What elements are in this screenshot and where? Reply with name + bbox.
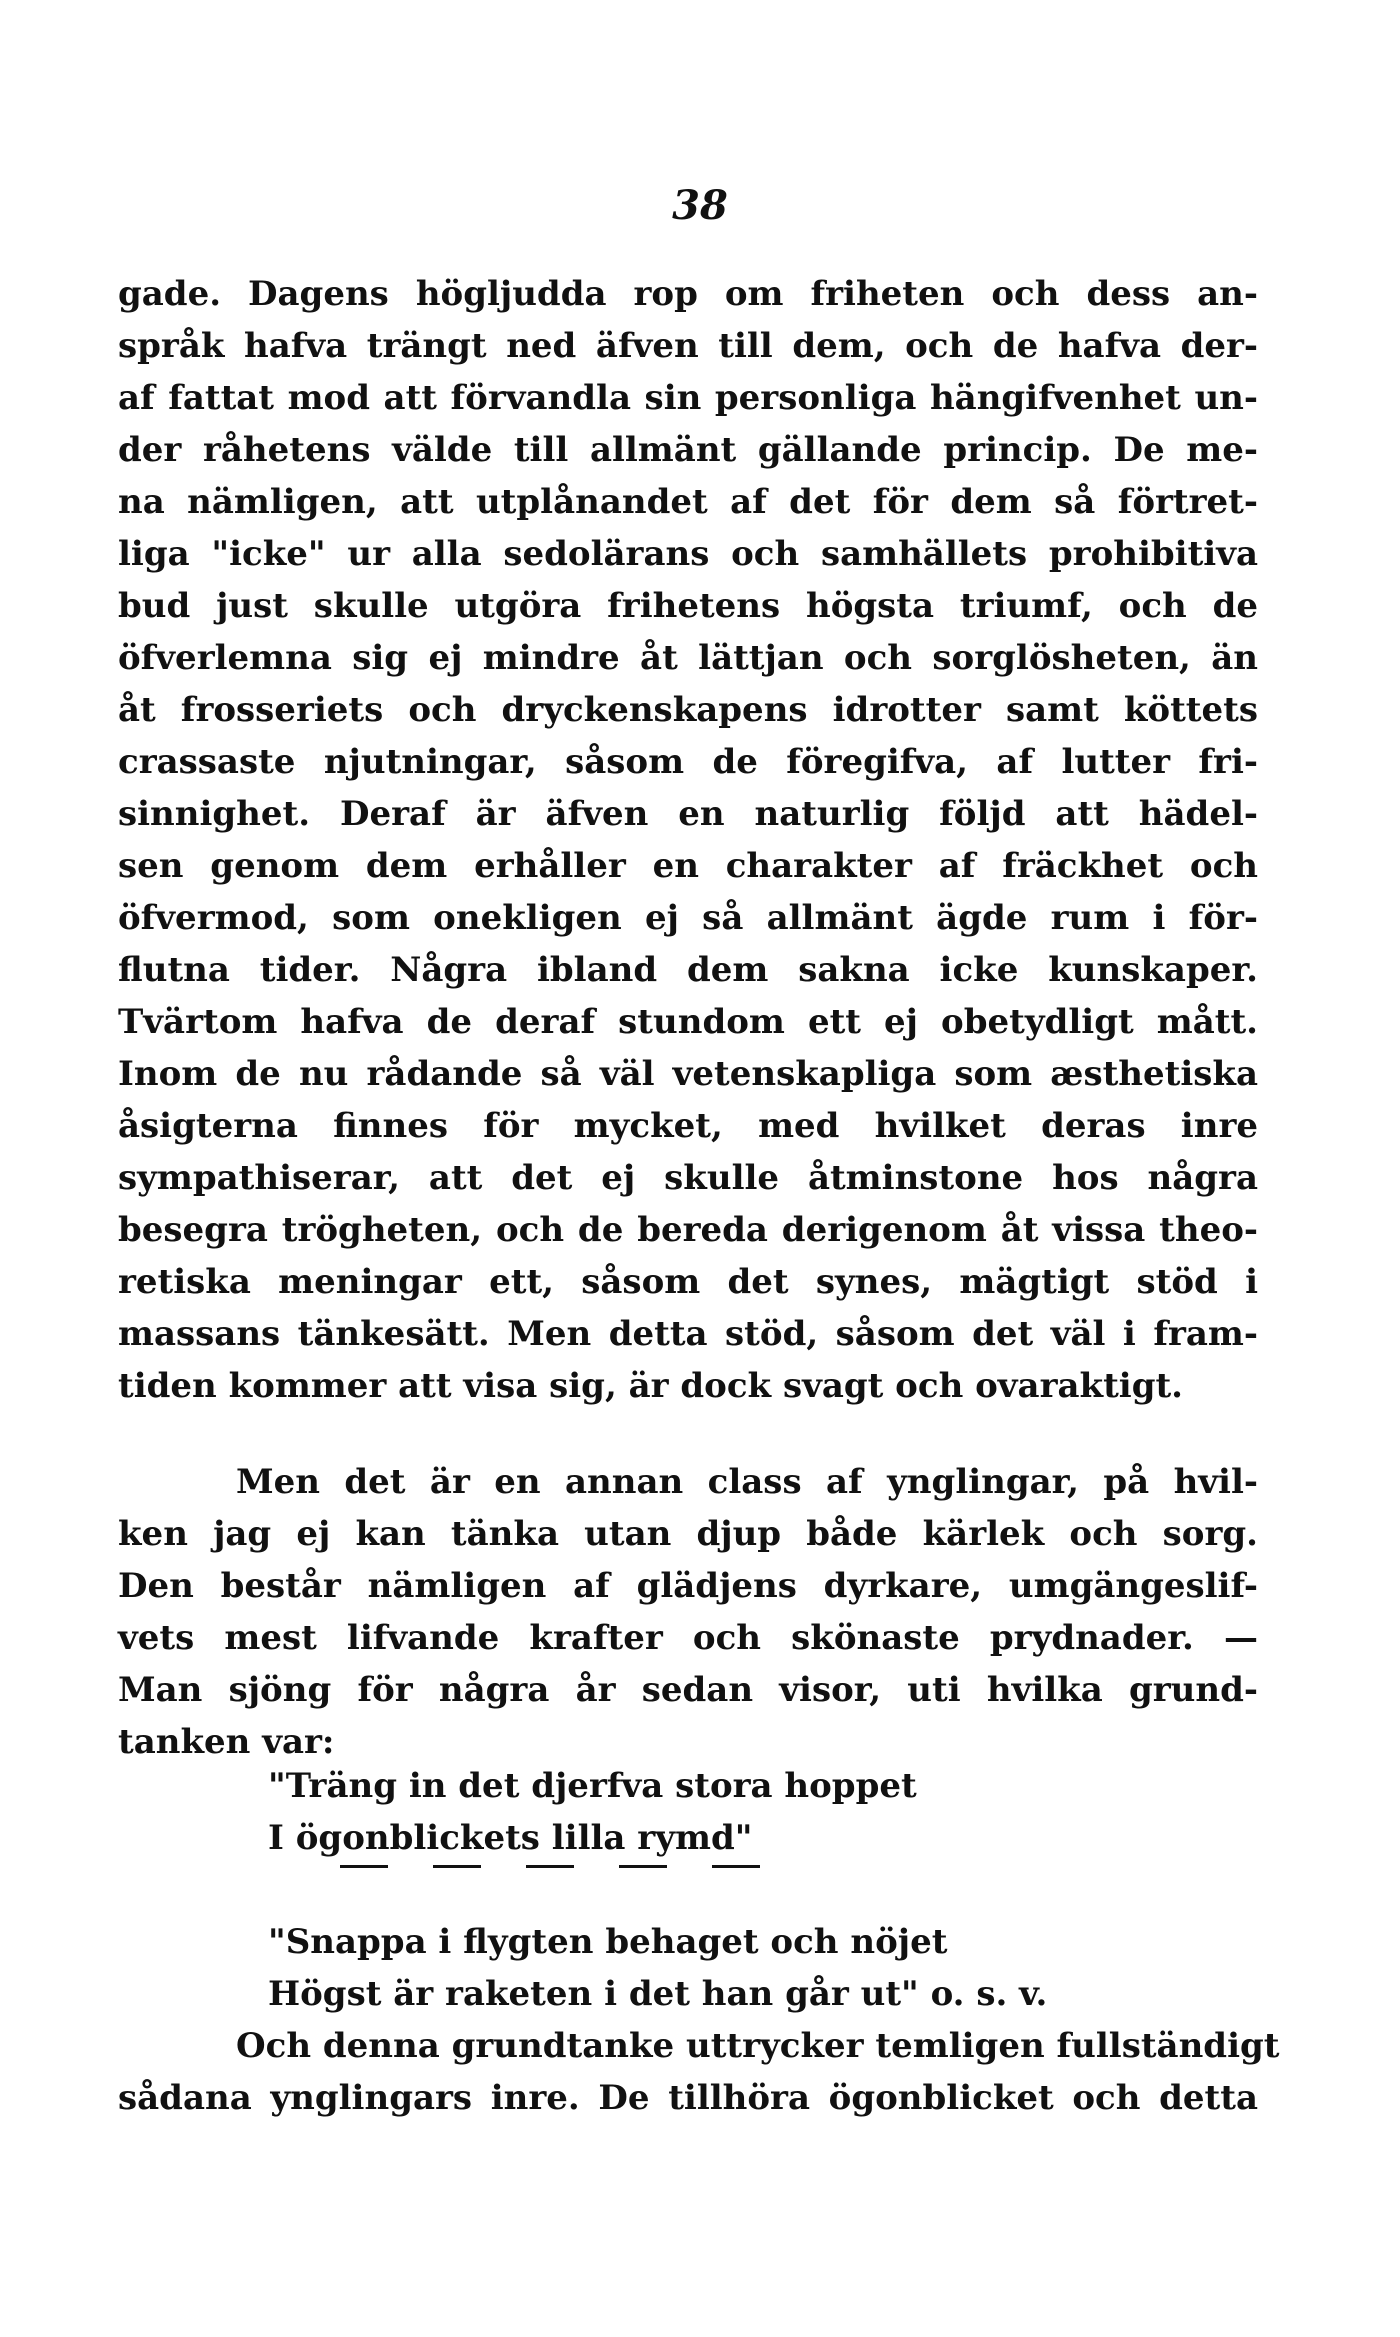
text-line: bud just skulle utgöra frihetens högsta triumf, och de — [118, 586, 1258, 626]
separator-dash — [526, 1865, 574, 1868]
text-line: tanken var: — [118, 1722, 335, 1762]
text-line: sympathiserar, att det ej skulle åtminstone hos några — [118, 1158, 1258, 1198]
text-line: åt frosseriets och dryckenskapens idrotter samt köttets — [118, 690, 1258, 730]
verse-line: Högst är raketen i det han går ut" o. s. v. — [268, 1974, 1048, 2014]
text-line: Men det är en annan class af ynglingar, på hvil- — [236, 1462, 1258, 1502]
paragraph-2 — [118, 1456, 1258, 1768]
text-line: ken jag ej kan tänka utan djup både kärlek och sorg. — [118, 1514, 1258, 1554]
text-line: retiska meningar ett, såsom det synes, mägtigt stöd i — [118, 1262, 1258, 1302]
verse-line: I ögonblickets lilla rymd" — [268, 1818, 753, 1858]
separator-dash — [712, 1865, 760, 1868]
text-line: öfvermod, som onekligen ej så allmänt ägde rum i för- — [118, 898, 1258, 938]
text-line: öfverlemna sig ej mindre åt lättjan och sorglösheten, än — [118, 638, 1258, 678]
text-line: flutna tider. Några ibland dem sakna icke kunskaper. — [118, 950, 1258, 990]
text-line: åsigterna finnes för mycket, med hvilket deras inre — [118, 1106, 1258, 1146]
text-line: na nämligen, att utplånandet af det för dem så förtret- — [118, 482, 1258, 522]
text-line: crassaste njutningar, såsom de föregifva, af lutter fri- — [118, 742, 1258, 782]
text-line: liga "icke" ur alla sedolärans och samhällets prohibitiva — [118, 534, 1258, 574]
separator-dash — [619, 1865, 667, 1868]
verse-line: "Snappa i flygten behaget och nöjet — [268, 1922, 948, 1962]
text-line: Inom de nu rådande så väl vetenskapliga som æsthetiska — [118, 1054, 1258, 1094]
separator-dash — [433, 1865, 481, 1868]
text-line: massans tänkesätt. Men detta stöd, såsom det väl i fram- — [118, 1314, 1258, 1354]
text-line: Tvärtom hafva de deraf stundom ett ej obetydligt mått. — [118, 1002, 1258, 1042]
text-line: gade. Dagens högljudda rop om friheten och dess an- — [118, 274, 1258, 314]
verse-2 — [268, 1916, 1047, 2020]
text-line: Den består nämligen af glädjens dyrkare, umgängeslif- — [118, 1566, 1258, 1606]
text-line: Och denna grundtanke uttrycker temligen fullständigt — [236, 2026, 1280, 2066]
text-line: tiden kommer att visa sig, är dock svagt och ovaraktigt. — [118, 1366, 1184, 1406]
text-line: sådana ynglingars inre. De tillhöra ögonblicket och detta — [118, 2078, 1258, 2118]
paragraph-1 — [118, 268, 1258, 1412]
text-line: af fattat mod att förvandla sin personliga hängifvenhet un- — [118, 378, 1258, 418]
verse-separator — [340, 1865, 760, 1868]
text-line: sen genom dem erhåller en charakter af fräckhet och — [118, 846, 1258, 886]
paragraph-3 — [118, 2020, 1280, 2124]
verse-1 — [268, 1760, 917, 1864]
text-line: vets mest lifvande krafter och skönaste prydnader. — — [118, 1618, 1258, 1658]
verse-line: "Träng in det djerfva stora hoppet — [268, 1766, 917, 1806]
text-line: språk hafva trängt ned äfven till dem, och de hafva der- — [118, 326, 1258, 366]
page-number: 38 — [672, 182, 728, 229]
text-line: besegra trögheten, och de bereda derigenom åt vissa theo- — [118, 1210, 1258, 1250]
separator-dash — [340, 1865, 388, 1868]
text-line: Man sjöng för några år sedan visor, uti hvilka grund- — [118, 1670, 1258, 1710]
text-line: der råhetens välde till allmänt gällande princip. De me- — [118, 430, 1258, 470]
text-line: sinnighet. Deraf är äfven en naturlig följd att hädel- — [118, 794, 1258, 834]
